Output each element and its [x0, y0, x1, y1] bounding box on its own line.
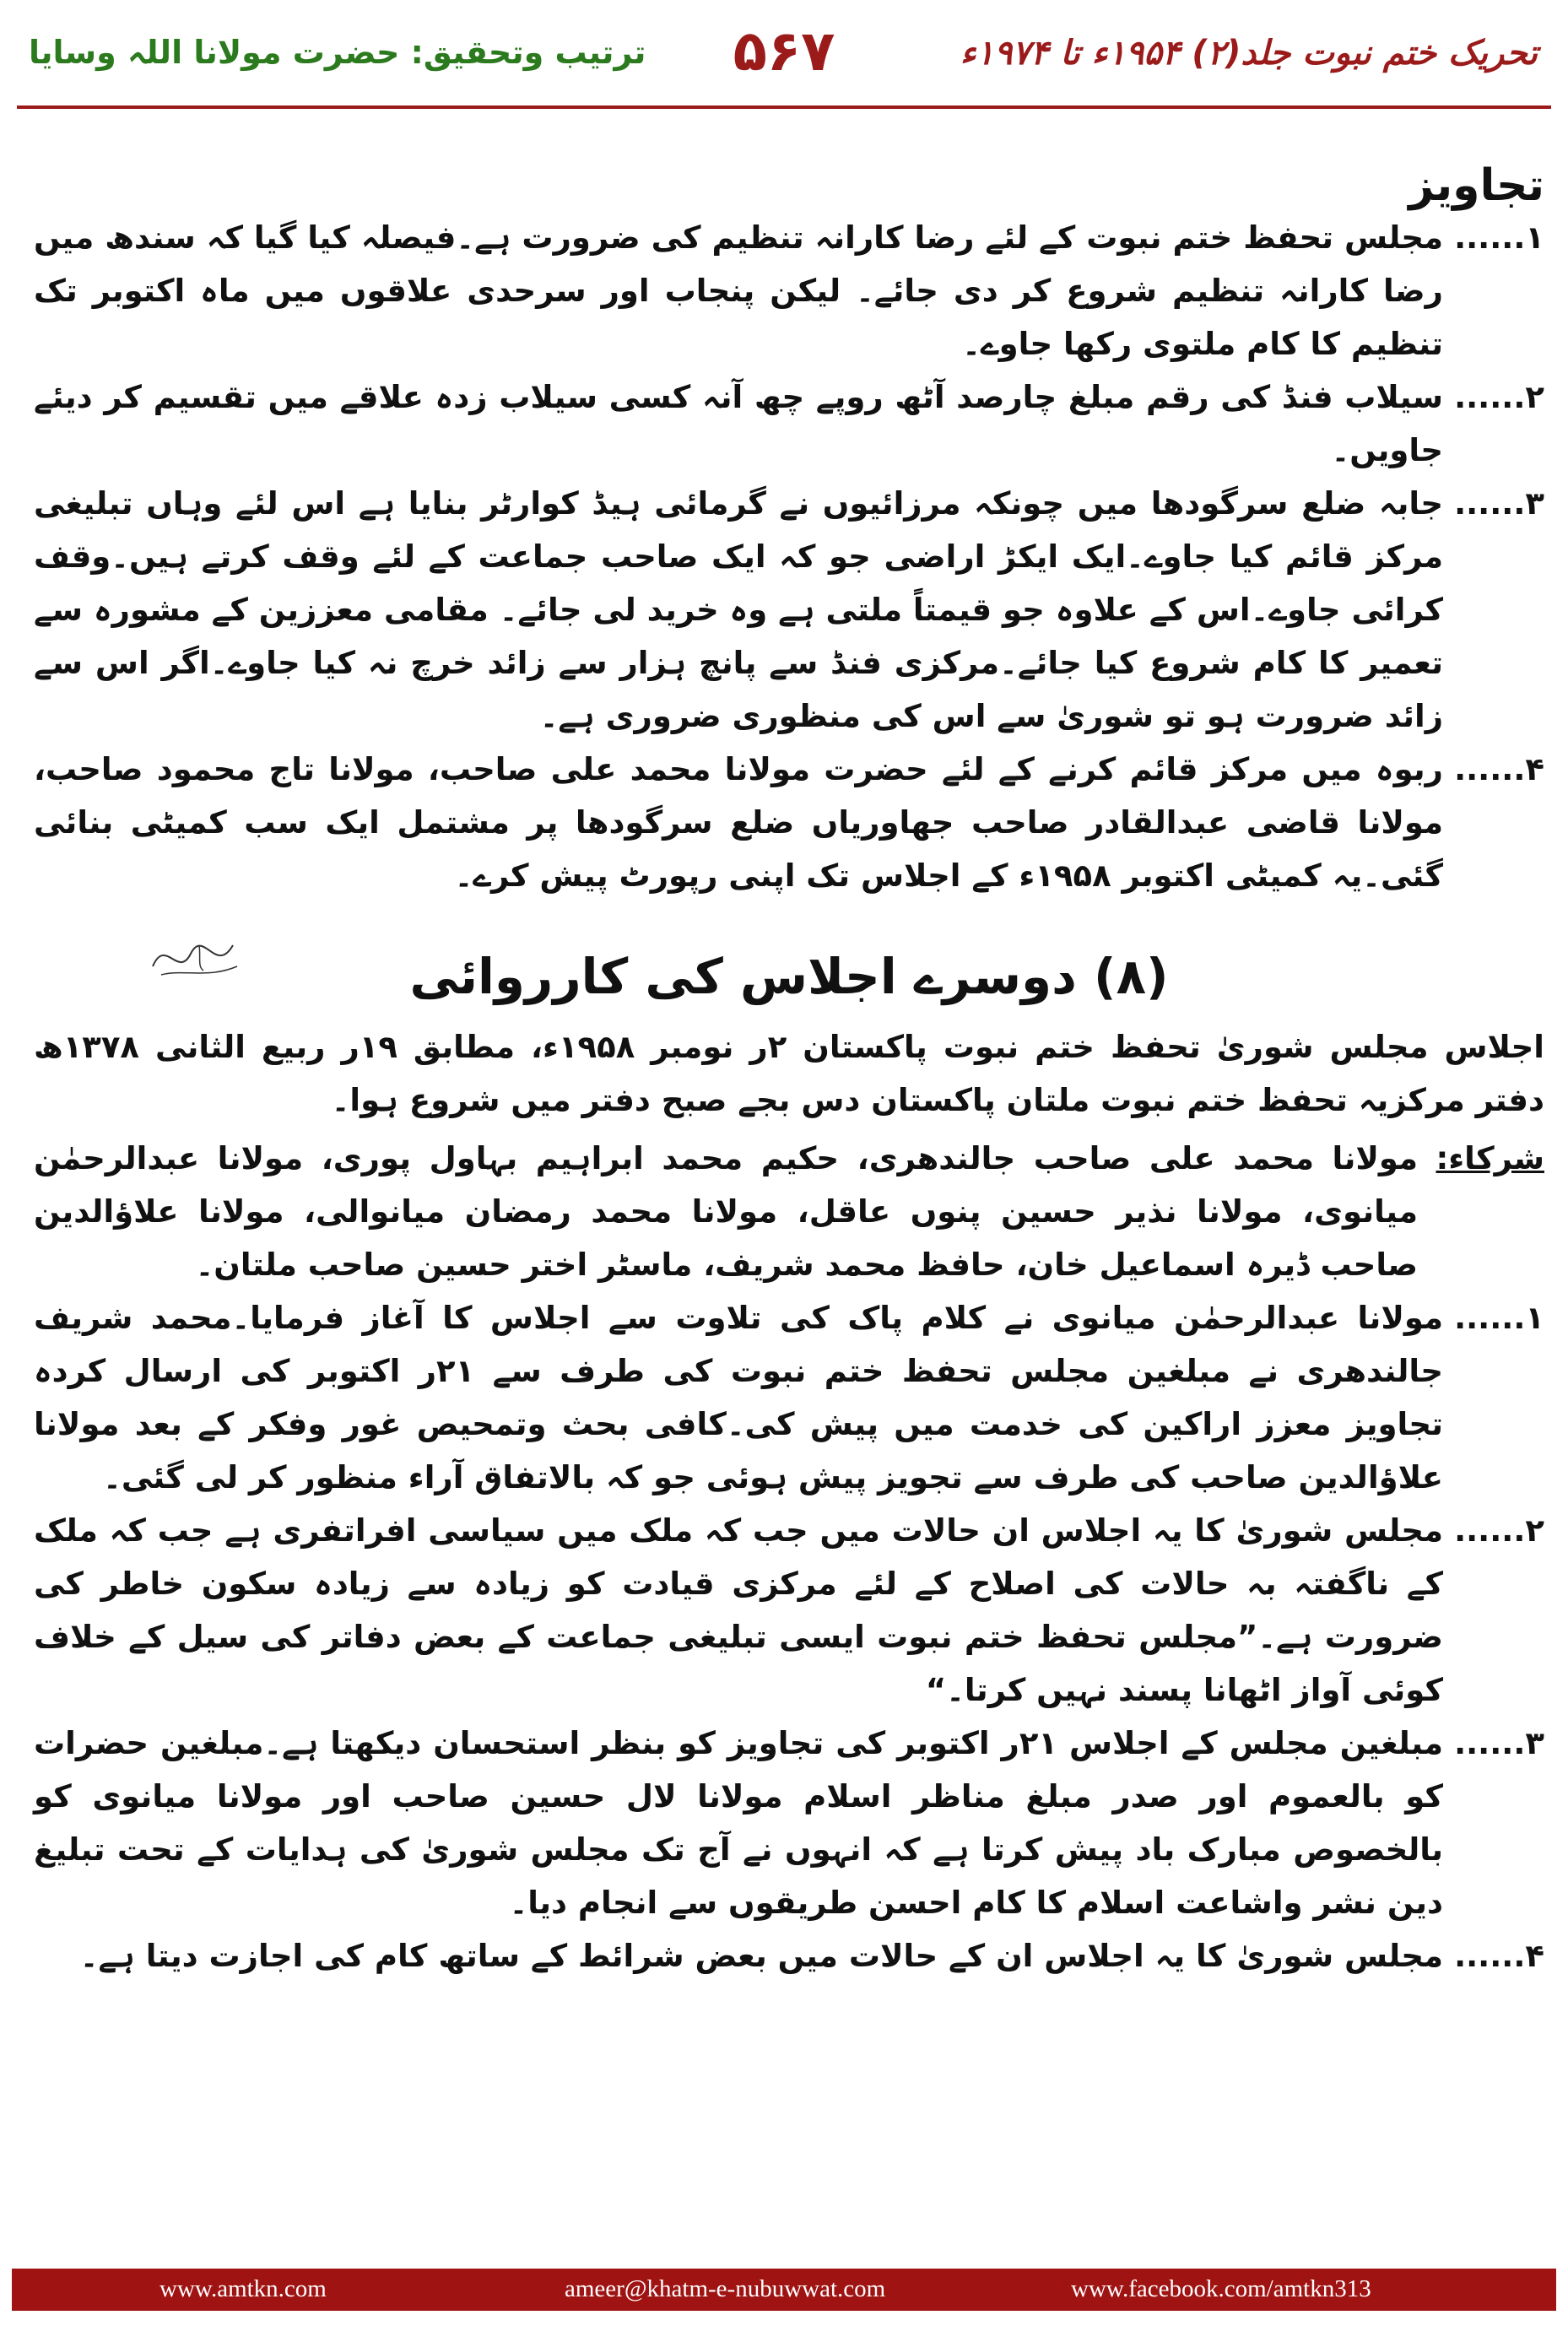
- proposals-heading: تجاویز: [1408, 160, 1544, 211]
- item-text: مجلس تحفظ ختم نبوت کے لئے رضا کارانہ تنظیم کی ضرورت ہے۔فیصلہ کیا گیا کہ سندھ میں رضا کارانہ تنظیم شروع کر دی جائے۔ لیکن پنجاب اور سرحدی علاقوں میں ماہ اکتوبر تک تنظیم کا کام ملتوی رکھا جاوے۔: [34, 219, 1443, 362]
- resolution-item: [34, 1291, 1544, 1504]
- item-number: ۳......: [1454, 1725, 1544, 1761]
- participants-label: شرکاء:: [1436, 1140, 1544, 1176]
- facebook-link[interactable]: www.facebook.com/amtkn313: [1071, 2275, 1371, 2302]
- page-header: [0, 0, 1568, 127]
- section-intro: اجلاس مجلس شوریٰ تحفظ ختم نبوت پاکستان ۲ر نومبر ۱۹۵۸ء، مطابق ۱۹ر ربیع الثانی ۱۳۷۸ھ دفتر مرکزیہ تحفظ ختم نبوت ملتان پاکستان دس بجے صبح دفتر میں شروع ہوا۔: [34, 1029, 1544, 1118]
- item-number: ۱......: [1454, 1300, 1544, 1336]
- resolution-item: [34, 1504, 1544, 1717]
- participants-block: [34, 1132, 1544, 1291]
- item-text: مولانا عبدالرحمٰن میانوی نے کلام پاک کی تلاوت سے اجلاس کا آغاز فرمایا۔محمد شریف جالندھری نے مبلغین مجلس تحفظ ختم نبوت کی طرف سے ۲۱ر اکتوبر کی ارسال کردہ تجاویز معزز اراکین کی خدمت میں پیش کی۔کافی بحث وتمحیص غور وفکر کے بعد مولانا علاؤالدین صاحب کی طرف سے تجویز پیش ہوئی جو کہ بالاتفاق آراء منظور کر لی گئی۔: [34, 1300, 1443, 1496]
- item-text: ربوہ میں مرکز قائم کرنے کے لئے حضرت مولانا محمد علی صاحب، مولانا تاج محمود صاحب، مولانا قاضی عبدالقادر صاحب جھاوریاں ضلع سرگودھا پر مشتمل ایک سب کمیٹی بنائی گئی۔یہ کمیٹی اکتوبر ۱۹۵۸ء کے اجلاس تک اپنی رپورٹ پیش کرے۔: [34, 751, 1443, 894]
- page-footer: [12, 2269, 1556, 2311]
- item-number: ۲......: [1454, 1512, 1544, 1549]
- book-title: تحریک ختم نبوت جلد(۲) ۱۹۵۴ء تا ۱۹۷۴ء: [960, 34, 1538, 73]
- proposal-item: [34, 743, 1544, 902]
- item-text: سیلاب فنڈ کی رقم مبلغ چارصد آٹھ روپے چھ آنہ کسی سیلاب زدہ علاقے میں تقسیم کر دیئے جاویں۔: [34, 379, 1443, 468]
- item-number: ۴......: [1454, 751, 1544, 787]
- header-divider: [17, 105, 1551, 109]
- participants-list: مولانا محمد علی صاحب جالندھری، حکیم محمد ابراہیم بہاول پوری، مولانا عبدالرحمٰن میانوی، مولانا نذیر حسین پنوں عاقل، مولانا محمد رمضان میانوالی، مولانا علاؤالدین صاحب ڈیرہ اسماعیل خان، حافظ محمد شریف، ماسٹر اختر حسین صاحب ملتان۔: [34, 1140, 1418, 1283]
- resolution-item: [34, 1929, 1544, 1982]
- item-number: ۱......: [1454, 219, 1544, 256]
- item-text: جابہ ضلع سرگودھا میں چونکہ مرزائیوں نے گرمائی ہیڈ کوارٹر بنایا ہے اس لئے وہاں تبلیغی مرکز قائم کیا جاوے۔ایک ایکڑ اراضی جو کہ ایک صاحب جماعت کے لئے وقف کرتے ہیں۔وقف کرائی جاوے۔اس کے علاوہ جو قیمتاً ملتی ہے وہ خرید لی جائے۔ مقامی معززین کے مشورہ سے تعمیر کا کام شروع کیا جائے۔مرکزی فنڈ سے پانچ ہزار سے زائد خرچ نہ کیا جاوے۔اگر اس سے زائد ضرورت ہو تو شوریٰ سے اس کی منظوری ضروری ہے۔: [34, 485, 1443, 734]
- signature-mark: [149, 928, 241, 987]
- item-number: ۴......: [1454, 1938, 1544, 1974]
- page-content: [34, 127, 1544, 1982]
- proposal-item: [34, 477, 1544, 743]
- item-number: ۲......: [1454, 379, 1544, 415]
- compiler-credit: ترتیب وتحقیق: حضرت مولانا اللہ وسایا: [29, 34, 646, 71]
- proposal-item: [34, 371, 1544, 477]
- item-text: مبلغین مجلس کے اجلاس ۲۱ر اکتوبر کی تجاویز کو بنظر استحسان دیکھتا ہے۔مبلغین حضرات کو بالعموم اور صدر مبلغ مناظر اسلام مولانا لال حسین صاحب اور مولانا میانوی کو بالخصوص مبارک باد پیش کرتا ہے کہ انہوں نے آج تک مجلس شوریٰ کی ہدایات کے تحت تبلیغ دین نشر واشاعت اسلام کا کام احسن طریقوں سے انجام دیا۔: [34, 1725, 1443, 1921]
- page-number: ۵۶۷: [733, 19, 835, 84]
- item-text: مجلس شوریٰ کا یہ اجلاس ان حالات میں جب کہ ملک میں سیاسی افراتفری ہے جب کہ ملک کے ناگفتہ بہ حالات کی اصلاح کے لئے مرکزی قیادت کو زیادہ سے زیادہ سکون خاطر کی ضرورت ہے۔”مجلس تحفظ ختم نبوت ایسی تبلیغی جماعت کے بعض دفاتر کی سیل کے خلاف کوئی آواز اٹھانا پسند نہیں کرتا۔“: [34, 1512, 1443, 1708]
- section-title: (۸) دوسرے اجلاس کی کارروائی: [409, 948, 1169, 1005]
- item-text: مجلس شوریٰ کا یہ اجلاس ان کے حالات میں بعض شرائط کے ساتھ کام کی اجازت دیتا ہے۔: [79, 1938, 1443, 1974]
- resolution-item: [34, 1717, 1544, 1929]
- website-link[interactable]: www.amtkn.com: [160, 2275, 327, 2302]
- proposal-item: [34, 211, 1544, 371]
- item-number: ۳......: [1454, 485, 1544, 522]
- email-link[interactable]: ameer@khatm-e-nubuwwat.com: [565, 2275, 886, 2302]
